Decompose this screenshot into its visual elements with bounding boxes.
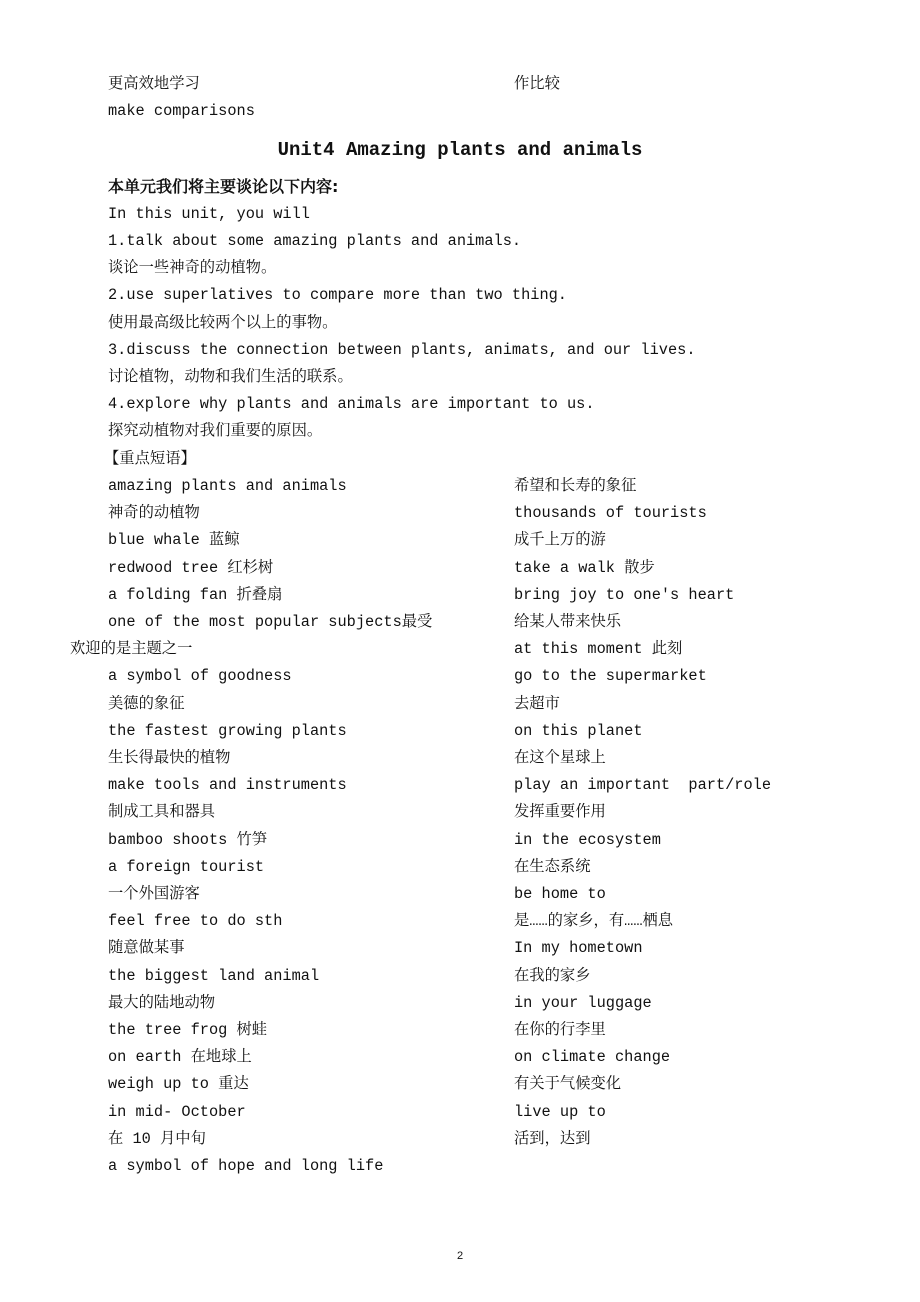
phrase-right: in the ecosystem bbox=[514, 830, 661, 849]
phrase-left: redwood tree 红杉树 bbox=[108, 558, 274, 577]
phrase-left: 神奇的动植物 bbox=[108, 504, 200, 523]
phrase-right: on this planet bbox=[514, 721, 643, 740]
phrase-left: a foreign tourist bbox=[108, 857, 265, 876]
phrase-left: 欢迎的是主题之一 bbox=[70, 640, 193, 659]
intro-heading: 本单元我们将主要谈论以下内容: bbox=[108, 177, 339, 196]
phrase-right: go to the supermarket bbox=[514, 667, 707, 686]
top-left-text-2: make comparisons bbox=[108, 102, 255, 120]
phrase-left: 一个外国游客 bbox=[108, 885, 200, 903]
phrase-left: in mid- October bbox=[108, 1102, 246, 1121]
page-number: 2 bbox=[456, 1250, 464, 1262]
phrase-right: in your luggage bbox=[514, 993, 652, 1012]
intro-line: 3.discuss the connection between plants, animats, and our lives. bbox=[108, 340, 696, 359]
intro-line: 谈论一些神奇的动植物。 bbox=[108, 259, 277, 278]
phrase-left: make tools and instruments bbox=[108, 776, 347, 795]
phrase-left: amazing plants and animals bbox=[108, 477, 347, 495]
phrase-left: blue whale 蓝鲸 bbox=[108, 531, 240, 550]
intro-line: 使用最高级比较两个以上的事物。 bbox=[108, 313, 338, 332]
phrase-left: 美德的象征 bbox=[108, 694, 185, 713]
phrase-right: on climate change bbox=[514, 1048, 671, 1067]
phrase-left: a folding fan 折叠扇 bbox=[108, 585, 283, 604]
phrase-right: 成千上万的游 bbox=[514, 531, 606, 550]
phrase-right: 在你的行李里 bbox=[514, 1021, 606, 1039]
phrase-left: 生长得最快的植物 bbox=[108, 749, 231, 767]
phrase-left: on earth 在地球上 bbox=[108, 1048, 252, 1067]
phrase-left: one of the most popular subjects最受 bbox=[108, 613, 433, 631]
phrase-left: the biggest land animal bbox=[108, 966, 320, 985]
phrase-right: 发挥重要作用 bbox=[514, 803, 606, 822]
phrase-right: In my hometown bbox=[514, 939, 643, 958]
phrase-left: the tree frog 树蛙 bbox=[108, 1021, 268, 1039]
phrase-right: 在这个星球上 bbox=[514, 749, 606, 767]
phrase-right: 在我的家乡 bbox=[514, 966, 591, 985]
phrase-right: thousands of tourists bbox=[514, 504, 707, 523]
phrase-right: play an important part/role bbox=[514, 776, 772, 795]
intro-line: 讨论植物，动物和我们生活的联系。 bbox=[108, 368, 353, 386]
top-right-text-1: 作比较 bbox=[514, 75, 560, 93]
phrase-left: 最大的陆地动物 bbox=[108, 993, 216, 1012]
phrase-right: 有关于气候变化 bbox=[514, 1075, 622, 1094]
phrase-right: be home to bbox=[514, 885, 606, 903]
phrases-heading: 【重点短语】 bbox=[104, 450, 196, 468]
phrase-right: 活到，达到 bbox=[514, 1129, 591, 1148]
phrase-left: 随意做某事 bbox=[108, 939, 185, 958]
intro-lead: In this unit, you will bbox=[108, 205, 310, 223]
top-left-text-1: 更高效地学习 bbox=[108, 75, 200, 93]
phrase-right: 希望和长寿的象征 bbox=[514, 477, 637, 495]
phrase-right: 在生态系统 bbox=[514, 857, 591, 876]
intro-line: 2.use superlatives to compare more than two thing. bbox=[108, 286, 567, 305]
phrase-right: 去超市 bbox=[514, 694, 560, 713]
unit-title: Unit4 Amazing plants and animals bbox=[277, 139, 643, 161]
phrase-right: live up to bbox=[514, 1102, 606, 1121]
phrase-right: at this moment 此刻 bbox=[514, 640, 683, 659]
phrase-right: take a walk 散步 bbox=[514, 558, 655, 577]
phrase-left: a symbol of goodness bbox=[108, 667, 292, 686]
phrase-left: 制成工具和器具 bbox=[108, 803, 216, 822]
intro-line: 探究动植物对我们重要的原因。 bbox=[108, 422, 323, 441]
intro-line: 4.explore why plants and animals are important to us. bbox=[108, 395, 595, 414]
phrase-left: bamboo shoots 竹笋 bbox=[108, 830, 268, 849]
phrase-right: 给某人带来快乐 bbox=[514, 613, 622, 631]
phrase-left: feel free to do sth bbox=[108, 912, 283, 931]
phrase-left: the fastest growing plants bbox=[108, 721, 347, 740]
phrase-right: bring joy to one's heart bbox=[514, 585, 735, 604]
intro-line: 1.talk about some amazing plants and animals. bbox=[108, 232, 522, 250]
phrase-left: 在 10 月中旬 bbox=[108, 1129, 206, 1148]
phrase-right: 是……的家乡，有……栖息 bbox=[514, 912, 674, 931]
phrase-left: weigh up to 重达 bbox=[108, 1075, 249, 1094]
phrase-left: a symbol of hope and long life bbox=[108, 1157, 384, 1175]
